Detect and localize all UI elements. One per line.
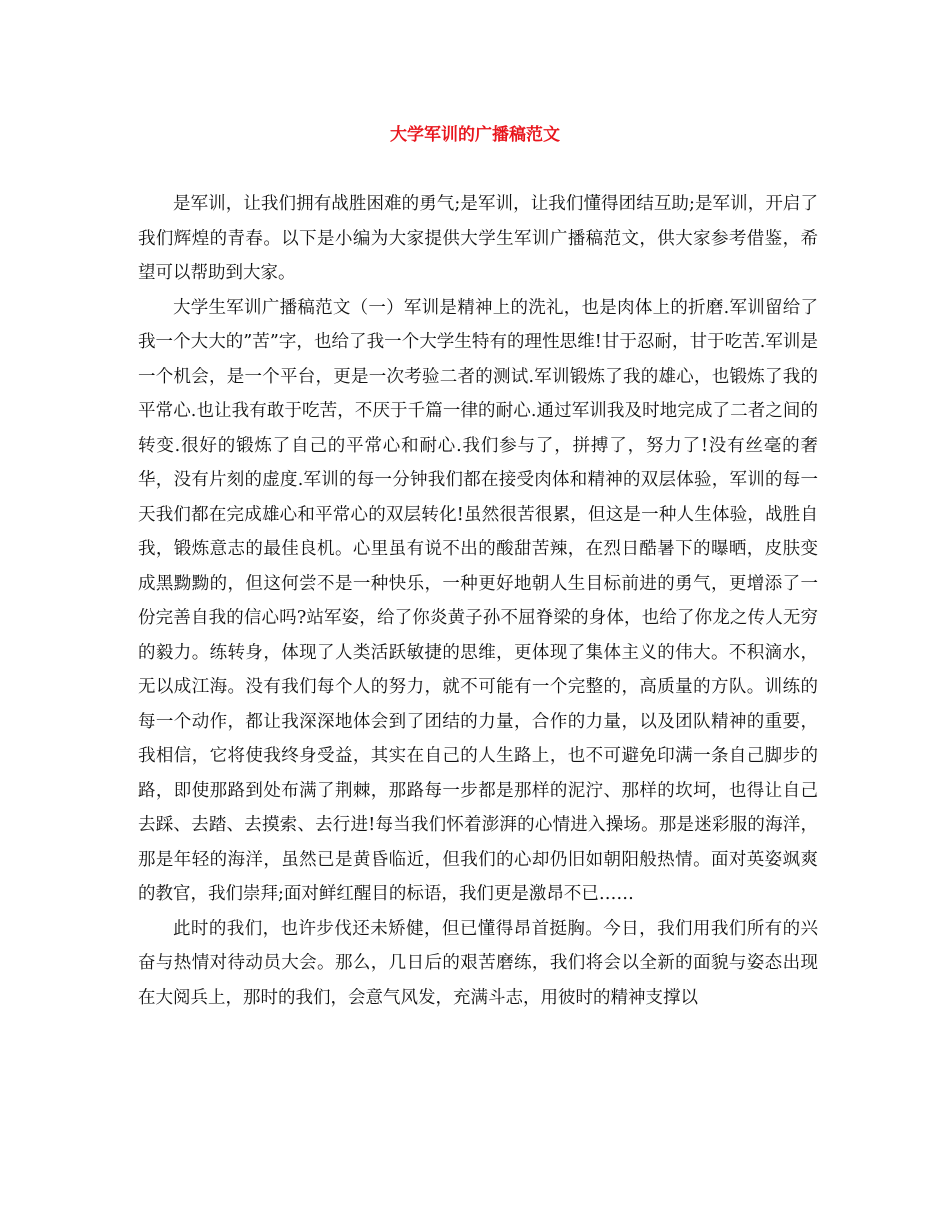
document-title: 大学军训的广播稿范文 [390,125,560,145]
paragraph-sample-one: 大学生军训广播稿范文（一）军训是精神上的洗礼，也是肉体上的折磨.军训留给了我一个大大的”苦”字，也给了我一个大学生特有的理性思维!甘于忍耐，甘于吃苦.军训是一个机会，是一个平台，更是一次考验二者的测试.军训锻炼了我的雄心，也锻炼了我的平常心.也让我有敢于吃苦，不厌于千篇一律的耐心.通过军训我及时地完成了二者之间的转变.很好的锻炼了自己的平常心和耐心.我们参与了，拼搏了，努力了!没有丝毫的奢华，没有片刻的虚度.军训的每一分钟我们都在接受肉体和精神的双层体验，军训的每一天我们都在完成雄心和平常心的双层转化!虽然很苦很累，但这是一种人生体验，战胜自我，锻炼意志的最佳良机。心里虽有说不出的酸甜苦辣，在烈日酷暑下的曝晒，皮肤变成黑黝黝的，但这何尝不是一种快乐，一种更好地朝人生目标前进的勇气，更增添了一份完善自我的信心吗?站军姿，给了你炎黄子孙不屈脊梁的身体，也给了你龙之传人无穷的毅力。练转身，体现了人类活跃敏捷的思维，更体现了集体主义的伟大。不积滴水，无以成江海。没有我们每个人的努力，就不可能有一个完整的，高质量的方队。训练的每一个动作，都让我深深地体会到了团结的力量，合作的力量，以及团队精神的重要，我相信，它将使我终身受益，其实在自己的人生路上，也不可避免印满一条自己脚步的路，即使那路到处布满了荆棘，那路每一步都是那样的泥泞、那样的坎坷，也得让自己去踩、去踏、去摸索、去行进!每当我们怀着澎湃的心情进入操场。那是迷彩服的海洋，那是年轻的海洋，虽然已是黄昏临近，但我们的心却仍旧如朝阳般热情。面对英姿飒爽的教官，我们崇拜;面对鲜红醒目的标语，我们更是激昂不已…… [138,297,818,904]
paragraph-continuation: 此时的我们，也许步伐还未矫健，但已懂得昂首挺胸。今日，我们用我们所有的兴奋与热情对待动员大会。那么，几日后的艰苦磨练，我们将会以全新的面貌与姿态出现在大阅兵上，那时的我们，会意气风发，充满斗志，用彼时的精神支撑以 [138,918,818,1008]
document-body [138,187,818,1015]
paragraph-intro: 是军训，让我们拥有战胜困难的勇气;是军训，让我们懂得团结互助;是军训，开启了我们辉煌的青春。以下是小编为大家提供大学生军训广播稿范文，供大家参考借鉴，希望可以帮助到大家。 [138,194,818,283]
